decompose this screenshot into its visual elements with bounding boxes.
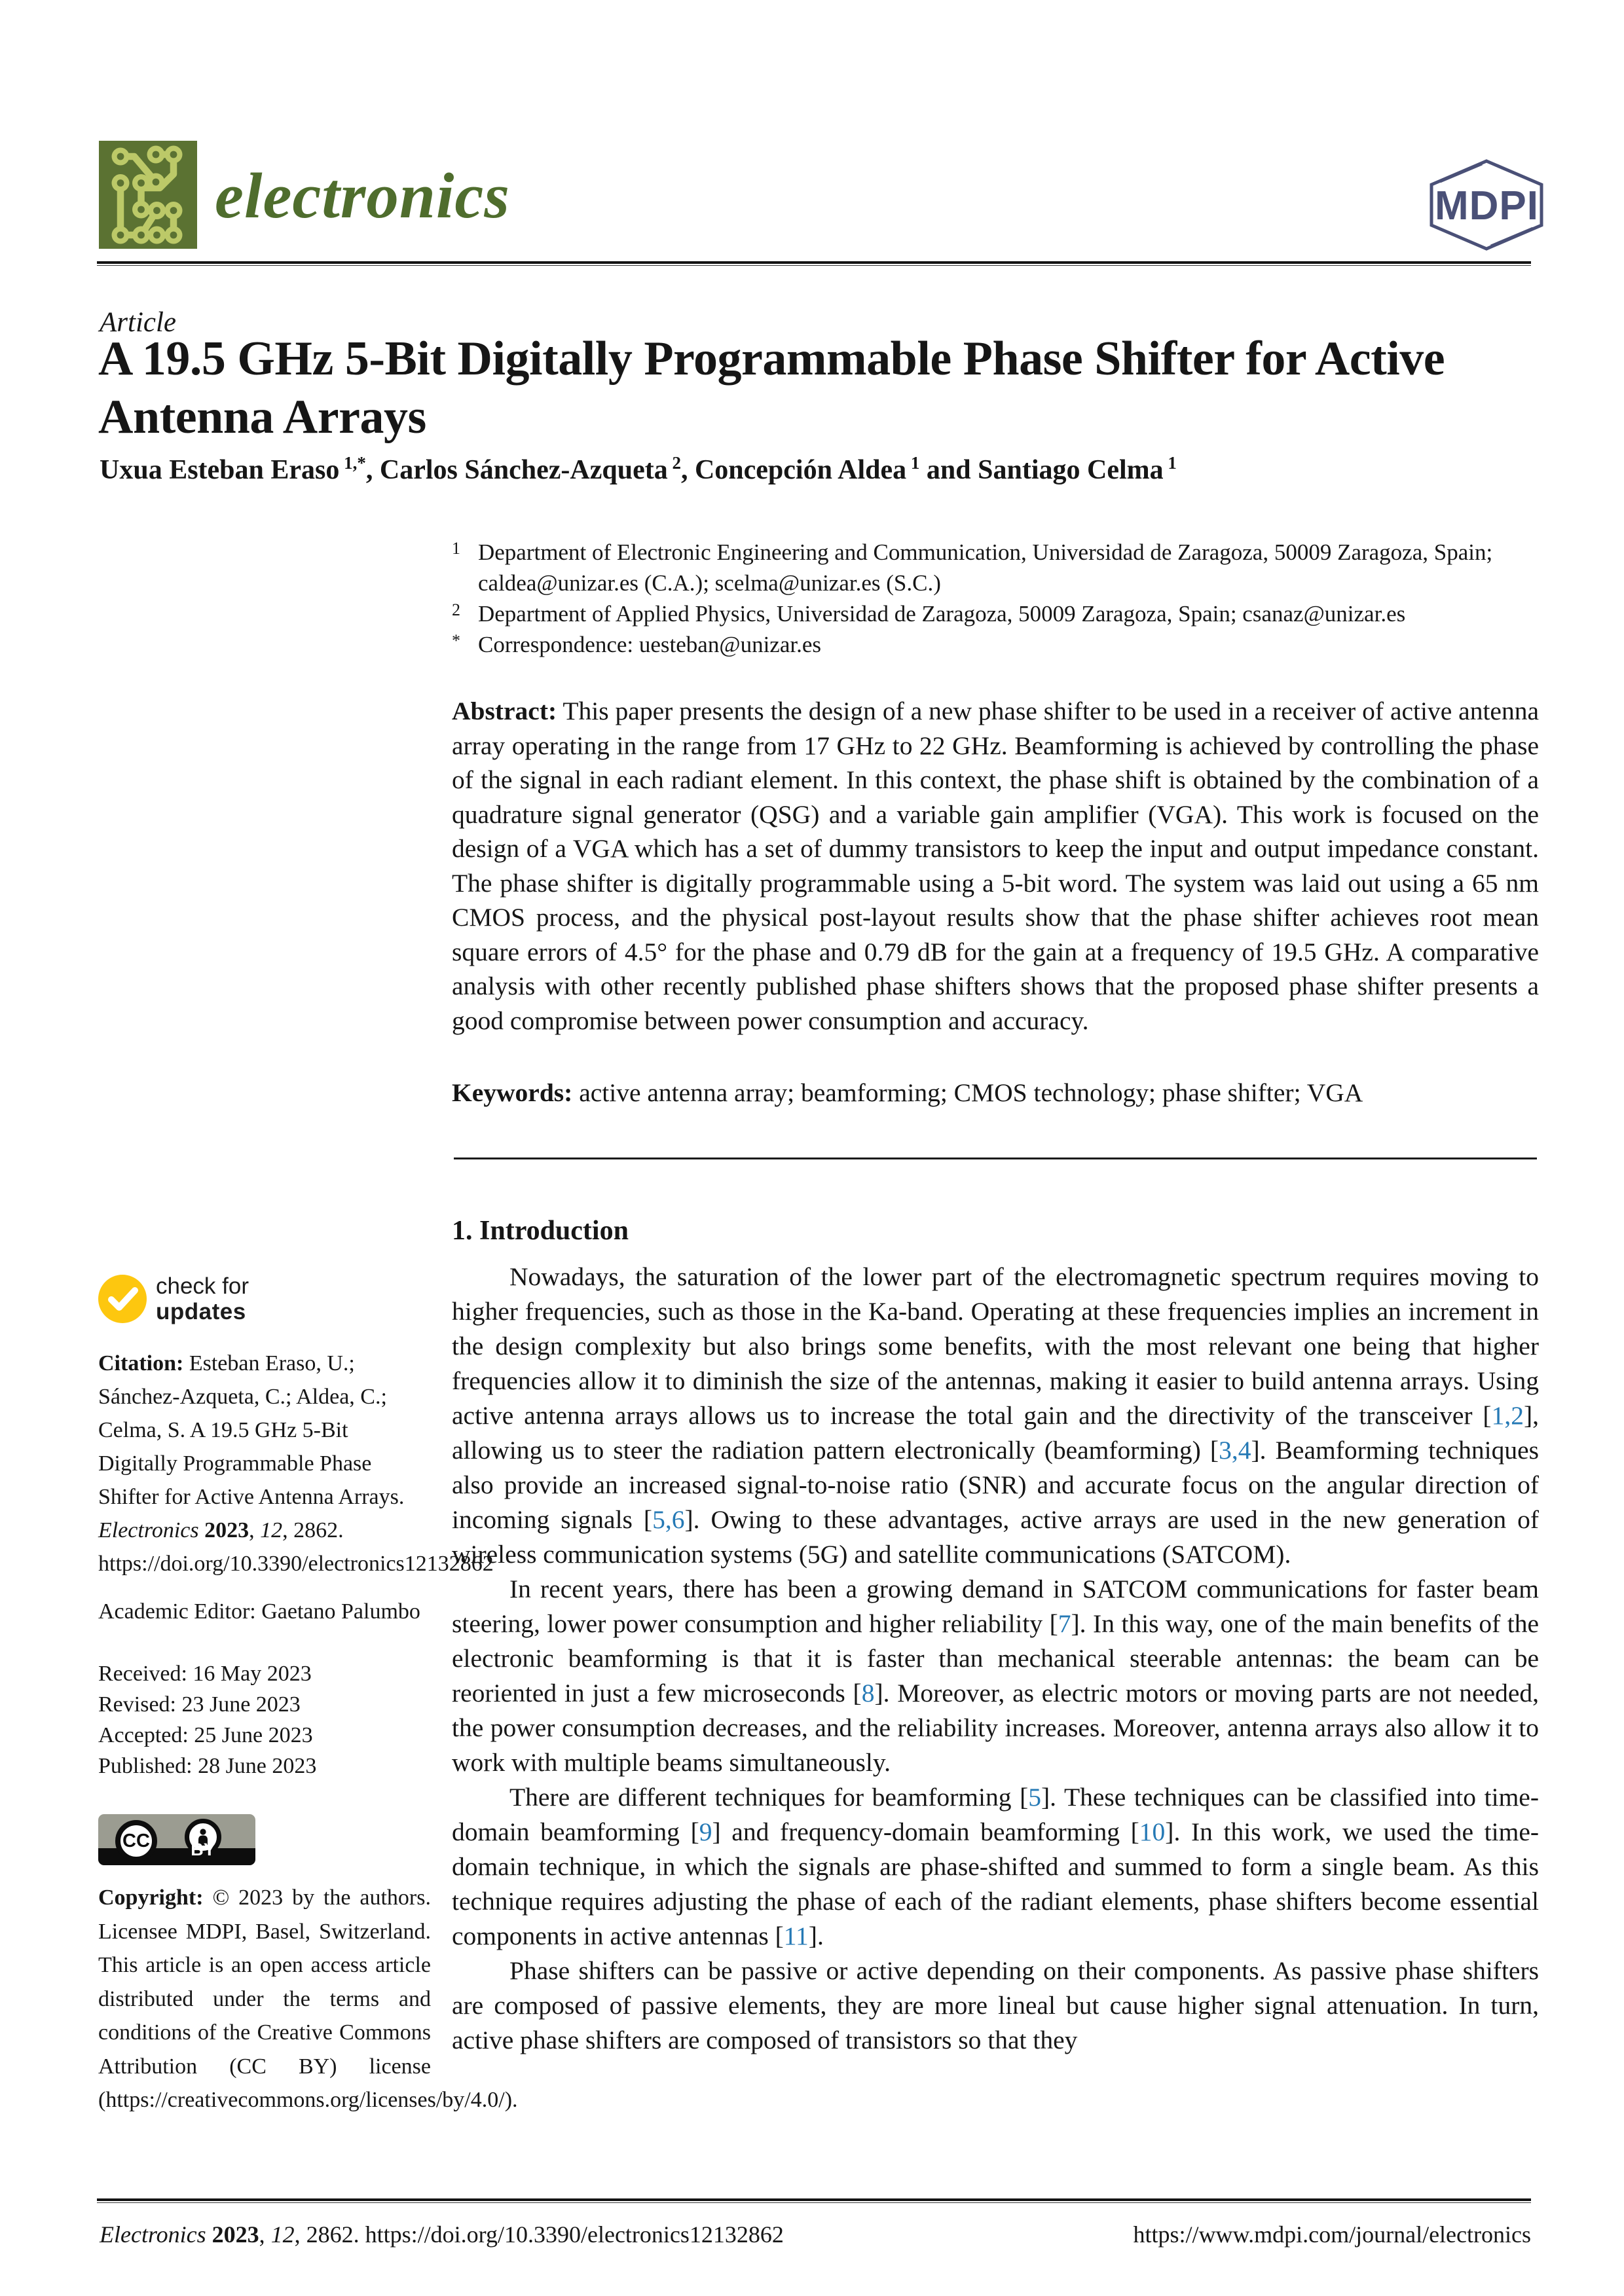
text-segment: , — [259, 2221, 271, 2248]
author-name: Concepción Aldea — [694, 455, 907, 485]
abstract-body-divider — [454, 1157, 1537, 1159]
text-segment: ]. Moreover, as electric motors or moving parts are not needed, the power consumption decreases, and the reliability increases. Moreover, antenna arrays also allow it to work with multiple beams simultaneously. — [452, 1679, 1539, 1777]
history-dates — [98, 1658, 431, 1781]
text-segment: 12 — [260, 1518, 283, 1542]
author-line — [100, 454, 1475, 486]
text-segment: In recent years, there has been a growing demand in SATCOM communications for faster beam steering, lower power consumption and higher reliability [ — [452, 1575, 1539, 1638]
journal-wordmark: electronics — [215, 160, 510, 232]
author-name: Santiago Celma — [978, 455, 1164, 485]
text-segment: , 2862. https://doi.org/10.3390/electronics12132862 — [98, 1518, 494, 1576]
text-segment: , 2862. https://doi.org/10.3390/electronics12132862 — [294, 2221, 784, 2248]
text-segment: ] and frequency-domain beamforming [ — [712, 1817, 1139, 1846]
abstract-text: This paper presents the design of a new phase shifter to be used in a receiver of active antenna array operating in the range from 17 GHz to 22 GHz. Beamforming is achieved by controlling the phase of the signal in each radiant element. In this context, the phase shift is obtained by the combination of a quadrature signal generator (QSG) and a variable gain amplifier (VGA). This work is focused on the design of a VGA which has a set of dummy transistors to keep the input and output impedance constant. The phase shifter is digitally programmable using a 5-bit word. The system was laid out using a 65 nm CMOS process, and the physical post-layout results show that the phase shifter achieves root mean square errors of 4.5° for the phase and 0.79 dB for the gain at a frequency of 19.5 GHz. A comparative analysis with other recently published phase shifters shows that the proposed phase shifter presents a good compromise between power consumption and accuracy. — [452, 697, 1539, 1035]
body-paragraph — [452, 1954, 1539, 2058]
history-date-line: Received: 16 May 2023 — [98, 1662, 312, 1686]
abstract — [452, 694, 1539, 1038]
text-segment: Phase shifters can be passive or active depending on their components. As passive phase shifters are composed of passive elements, they are more lineal but cause higher signal attenuation. In turn, active phase shifters are composed of transistors so that they — [452, 1956, 1539, 2054]
history-date-line: Accepted: 25 June 2023 — [98, 1723, 313, 1747]
text-segment: ]. Beamforming techniques also provide an increased signal-to-noise ratio (SNR) and accurate focus on the angular direction of incoming signals [ — [452, 1436, 1539, 1534]
cc-icon: CC — [115, 1820, 157, 1862]
keywords-text: active antenna array; beamforming; CMOS technology; phase shifter; VGA — [572, 1078, 1363, 1107]
author — [100, 455, 366, 485]
author — [380, 455, 681, 485]
text-segment: ]. Owing to these advantages, active arrays are used in the new generation of wireless communication systems (5G) and satellite communications (SATCOM). — [452, 1505, 1539, 1569]
text-segment: Copyright: — [98, 1886, 213, 1910]
author-affiliation-marker: 1 — [1163, 453, 1177, 473]
affiliation-text: Department of Applied Physics, Universidad de Zaragoza, 50009 Zaragoza, Spain; csanaz@unizar.es — [478, 601, 1406, 627]
text-segment: Electronics — [100, 2221, 212, 2248]
text-segment: Electronics — [98, 1518, 205, 1542]
keywords — [452, 1078, 1539, 1108]
author — [978, 455, 1177, 485]
article-body — [452, 1215, 1539, 2058]
text-segment: ], allowing us to steer the radiation pattern electronically (beamforming) [ — [452, 1401, 1539, 1465]
check-for-updates-icon — [98, 1275, 147, 1323]
introduction-paragraphs — [452, 1260, 1539, 2058]
text-segment: ]. In this way, one of the main benefits of the electronic beamforming is that it is faster than mechanical steerable antennas: the beam can be reoriented in just a few microseconds [ — [452, 1609, 1539, 1707]
author-separator: and — [919, 455, 978, 485]
section-heading-introduction: 1. Introduction — [452, 1216, 629, 1246]
affiliation-text: Department of Electronic Engineering and Communication, Universidad de Zaragoza, 50009 Zaragoza, Spain; caldea@unizar.es (C.A.); scelma@unizar.es (S.C.) — [478, 539, 1493, 596]
footer — [100, 2221, 1531, 2248]
author-affiliation-marker: 2 — [667, 453, 681, 473]
electronics-logo — [98, 141, 198, 249]
history-date-line: Revised: 23 June 2023 — [98, 1692, 301, 1717]
citation-ref[interactable]: 11 — [783, 1922, 809, 1950]
author-separator: , — [680, 455, 695, 485]
citation-ref[interactable]: 5,6 — [652, 1505, 685, 1534]
body-paragraph — [452, 1260, 1539, 1572]
text-segment: 12 — [270, 2221, 295, 2248]
affiliation-row — [452, 537, 1539, 598]
check-for-updates-badge[interactable] — [98, 1273, 431, 1324]
affiliation-row — [452, 598, 1539, 629]
affiliation-list — [452, 537, 1539, 660]
citation-block — [98, 1347, 494, 1580]
academic-editor: Academic Editor: Gaetano Palumbo — [98, 1599, 420, 1624]
footer-citation — [100, 2221, 784, 2248]
affiliation-marker: 2 — [452, 600, 460, 619]
text-segment: ]. In this work, we used the time-domain technique, in which the signals are phase-shifted and summed to form a single beam. As this technique requires adjusting the phase of each of the radiant elements, phase shifters become essential components in active antennas [ — [452, 1817, 1539, 1950]
affiliation-marker: 1 — [452, 539, 460, 558]
text-segment: There are different techniques for beamforming [ — [509, 1783, 1029, 1812]
text-segment: , — [249, 1518, 261, 1542]
sidebar — [98, 1273, 518, 2117]
text-segment: Esteban Eraso, U.; Sánchez-Azqueta, C.; Aldea, C.; Celma, S. A 19.5 GHz 5-Bit Digitally Programmable Phase Shifter for Active Antenna Arrays. — [98, 1351, 405, 1509]
author-name: Uxua Esteban Eraso — [100, 455, 340, 485]
article-type-label: Article — [100, 307, 177, 338]
cc-by-label: BY — [191, 1840, 215, 1859]
affiliation-marker: * — [452, 631, 460, 650]
author-separator: , — [365, 455, 380, 485]
text-segment: ]. — [808, 1922, 824, 1950]
page-title: A 19.5 GHz 5-Bit Digitally Programmable Phase Shifter for Active Antenna Arrays — [98, 332, 1445, 444]
author-name: Carlos Sánchez-Azqueta — [379, 455, 668, 485]
footer-rule — [97, 2198, 1531, 2203]
text-segment: © 2023 by the authors. Licensee MDPI, Basel, Switzerland. This article is an open access article distributed under the terms and conditions of the Creative Commons Attribution (CC BY) license (https://creativecommons.org/licenses/by/4.0/). — [98, 1886, 518, 2112]
history-date-line: Published: 28 June 2023 — [98, 1754, 317, 1778]
check-for-updates-text — [156, 1273, 249, 1324]
header-rule — [97, 261, 1531, 266]
body-paragraph — [452, 1572, 1539, 1780]
text-segment: 2023 — [212, 2221, 259, 2248]
affiliation-row — [452, 629, 1539, 660]
author-affiliation-marker: 1 — [906, 453, 920, 473]
author-affiliation-marker: 1,* — [339, 453, 366, 473]
mdpi-logo-text: MDPI — [1435, 183, 1539, 228]
citation-ref[interactable]: 7 — [1058, 1609, 1071, 1638]
copyright-block — [98, 1881, 518, 2117]
updates-line: updates — [156, 1299, 246, 1324]
text-segment: ]. These techniques can be classified into time-domain beamforming [ — [452, 1783, 1539, 1846]
body-paragraph — [452, 1780, 1539, 1954]
cc-by-badge[interactable] — [98, 1814, 255, 1865]
check-for-line: check for — [156, 1273, 249, 1299]
author — [695, 455, 919, 485]
citation-ref[interactable]: 1,2 — [1491, 1401, 1524, 1430]
citation-ref[interactable]: 9 — [699, 1817, 712, 1846]
abstract-label: Abstract: — [452, 697, 557, 725]
citation-ref[interactable]: 8 — [861, 1679, 875, 1707]
footer-journal-url[interactable]: https://www.mdpi.com/journal/electronics — [1133, 2221, 1531, 2248]
text-segment: Nowadays, the saturation of the lower part of the electromagnetic spectrum requires moving to higher frequencies, such as those in the Ka-band. Operating at these frequencies implies an increment in the design complexity but also brings some benefits, with the most relevant one being that higher frequencies allow it to diminish the size of the antennas, making it easier to build antenna arrays. Using active antenna arrays allows us to increase the total gain and the directivity of the transceiver [ — [452, 1262, 1539, 1430]
citation-ref[interactable]: 5 — [1028, 1783, 1041, 1812]
affiliation-text: Correspondence: uesteban@unizar.es — [478, 632, 821, 657]
mdpi-logo — [1416, 159, 1557, 251]
text-segment: Citation: — [98, 1351, 189, 1376]
citation-ref[interactable]: 10 — [1139, 1817, 1166, 1846]
text-segment: 2023 — [204, 1518, 249, 1542]
keywords-label: Keywords: — [452, 1078, 573, 1107]
citation-ref[interactable]: 3,4 — [1219, 1436, 1251, 1465]
